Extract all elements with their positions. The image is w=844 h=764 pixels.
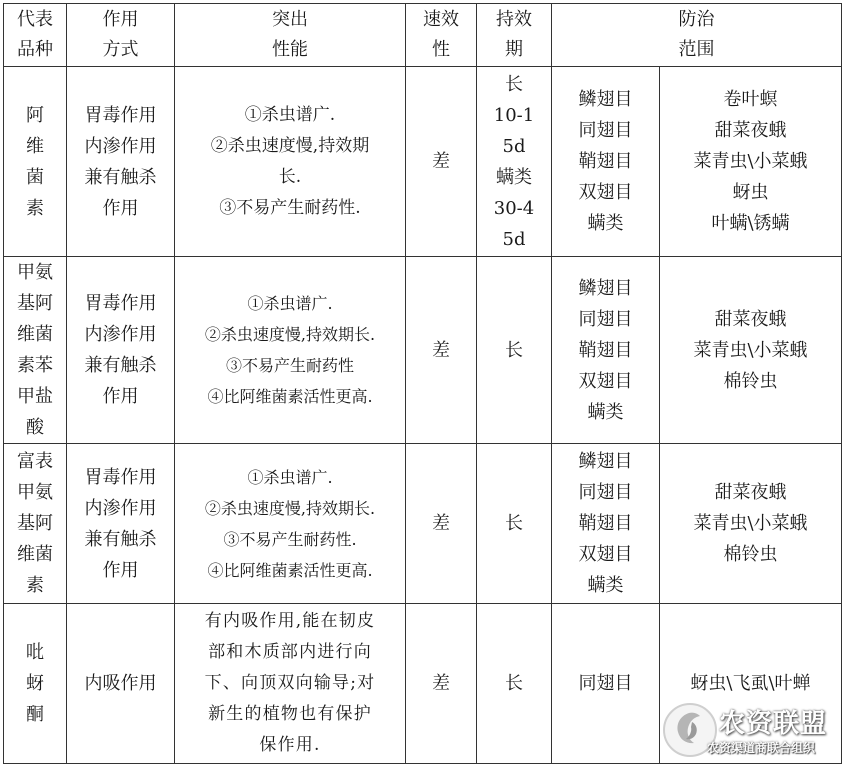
- watermark-logo: [663, 701, 838, 759]
- duration-cell: 长: [477, 257, 552, 444]
- variety-cell: 阿 维 菌 素: [4, 67, 67, 257]
- pests-cell: 甜菜夜蛾 菜青虫\小菜蛾 棉铃虫: [660, 257, 842, 444]
- speed-cell: 差: [406, 257, 477, 444]
- orders-cell: 鳞翅目 同翅目 鞘翅目 双翅目 螨类: [552, 257, 660, 444]
- header-duration: 持效 期: [477, 4, 552, 67]
- header-variety: 代表 品种: [4, 4, 67, 67]
- performance-cell: ①杀虫谱广. ②杀虫速度慢,持效期长. ③不易产生耐药性 ④比阿维菌素活性更高.: [175, 257, 406, 444]
- speed-cell: 差: [406, 444, 477, 604]
- table-row: [4, 257, 842, 444]
- speed-cell: 差: [406, 604, 477, 764]
- performance-cell: ①杀虫谱广. ②杀虫速度慢,持效期长. ③不易产生耐药性. ④比阿维菌素活性更高.: [175, 444, 406, 604]
- mode-cell: 胃毒作用 内渗作用 兼有触杀 作用: [67, 444, 175, 604]
- duration-cell: 长: [477, 444, 552, 604]
- watermark-subtitle: 农资渠道商联合组织: [707, 741, 816, 755]
- header-mode: 作用 方式: [67, 4, 175, 67]
- variety-cell: 富表 甲氨 基阿 维菌 素: [4, 444, 67, 604]
- table-row: [4, 67, 842, 257]
- watermark-title: 农资联盟: [719, 709, 828, 739]
- header-performance: 突出 性能: [175, 4, 406, 67]
- header-row: [4, 4, 842, 67]
- variety-cell: 吡 蚜 酮: [4, 604, 67, 764]
- header-speed: 速效 性: [406, 4, 477, 67]
- variety-cell: 甲氨 基阿 维菌 素苯 甲盐 酸: [4, 257, 67, 444]
- duration-cell: 长 10-1 5d 螨类 30-4 5d: [477, 67, 552, 257]
- performance-cell: ①杀虫谱广. ②杀虫速度慢,持效期 长. ③不易产生耐药性.: [175, 67, 406, 257]
- table-row: [4, 444, 842, 604]
- mode-cell: 胃毒作用 内渗作用 兼有触杀 作用: [67, 257, 175, 444]
- orders-cell: 鳞翅目 同翅目 鞘翅目 双翅目 螨类: [552, 444, 660, 604]
- orders-cell: 同翅目: [552, 604, 660, 764]
- mode-cell: 胃毒作用 内渗作用 兼有触杀 作用: [67, 67, 175, 257]
- performance-cell: 有内吸作用,能在韧皮 部和木质部内进行向 下、向顶双向输导;对 新生的植物也有保护 保作用.: [175, 604, 406, 764]
- orders-cell: 鳞翅目 同翅目 鞘翅目 双翅目 螨类: [552, 67, 660, 257]
- header-scope: 防治 范围: [552, 4, 842, 67]
- pests-cell: 甜菜夜蛾 菜青虫\小菜蛾 棉铃虫: [660, 444, 842, 604]
- pests-cell: 蚜虫\飞虱\叶蝉: [660, 604, 842, 764]
- pesticide-comparison-table: [3, 3, 842, 764]
- pests-cell: 卷叶螟 甜菜夜蛾 菜青虫\小菜蛾 蚜虫 叶螨\锈螨: [660, 67, 842, 257]
- speed-cell: 差: [406, 67, 477, 257]
- mode-cell: 内吸作用: [67, 604, 175, 764]
- duration-cell: 长: [477, 604, 552, 764]
